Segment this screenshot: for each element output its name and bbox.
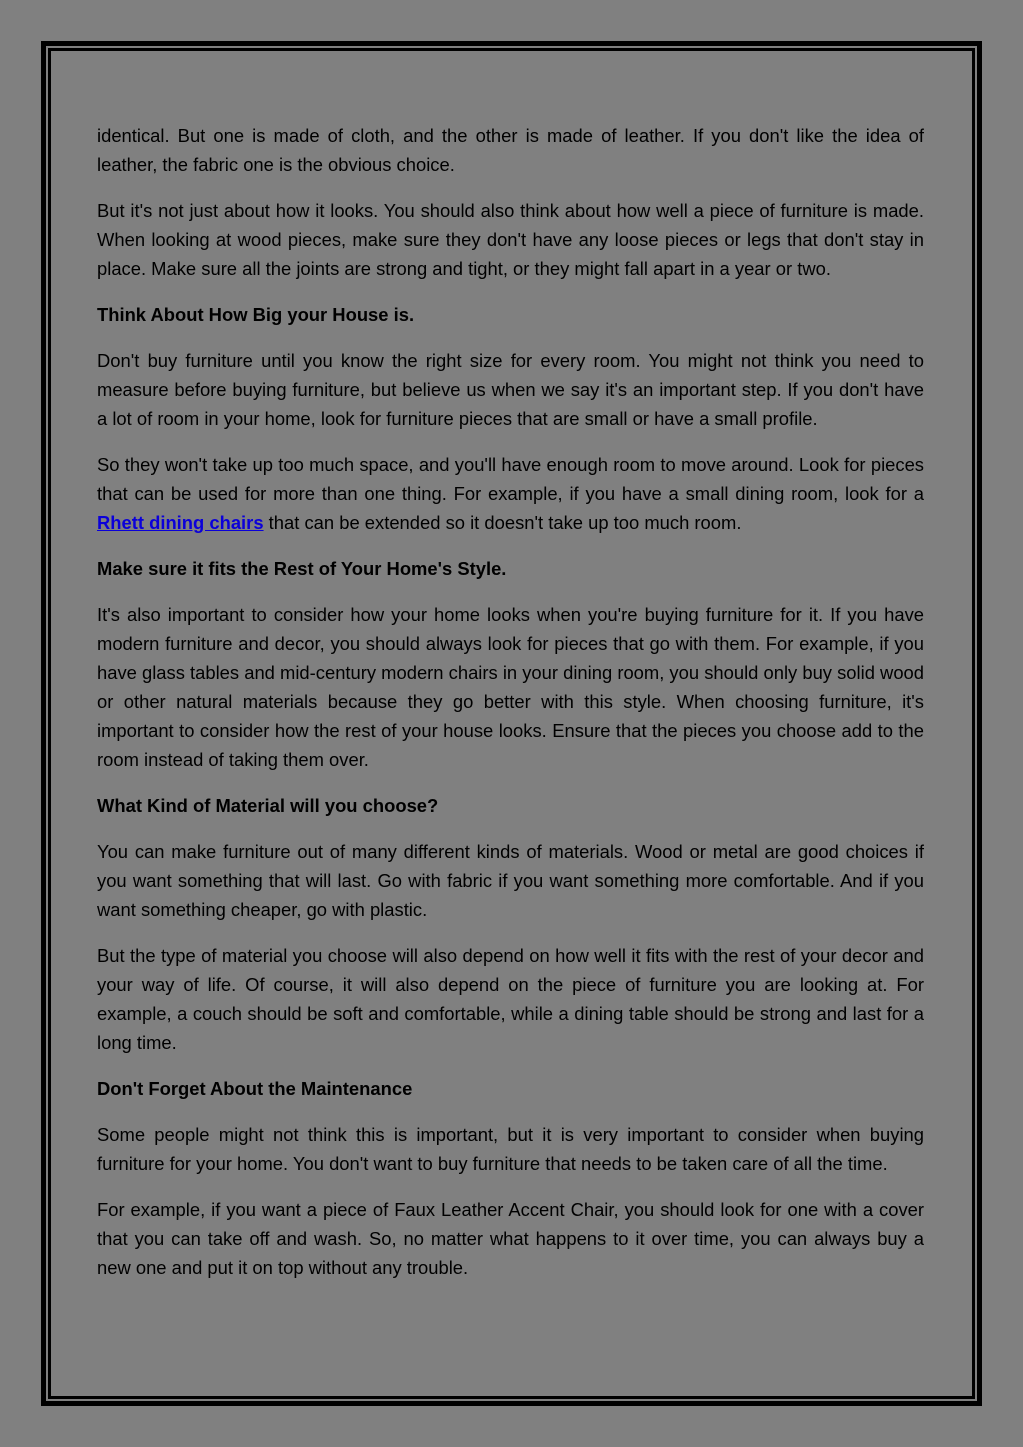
document-body bbox=[97, 121, 924, 1299]
paragraph-1: identical. But one is made of cloth, and the other is made of leather. If you don't like the idea of leather, the fabric one is the obvious choice. bbox=[97, 125, 924, 175]
paragraph-4-text-start: So they won't take up too much space, and you'll have enough room to move around. Look for pieces that can be used for more than one thing. For example, if you have a small dining room, look for a bbox=[97, 454, 924, 504]
heading-house-size: Think About How Big your House is. bbox=[97, 304, 415, 325]
paragraph-7: But the type of material you choose will also depend on how well it fits with the rest of your decor and your way of life. Of course, it will also depend on the piece of furniture you are looking at. For example, a couch should be soft and comfortable, while a dining table should be strong and last for a long time. bbox=[97, 945, 924, 1053]
paragraph-3: Don't buy furniture until you know the right size for every room. You might not think you need to measure before buying furniture, but believe us when we say it's an important step. If you don't have a lot of room in your home, look for furniture pieces that are small or have a small profile. bbox=[97, 350, 924, 429]
heading-home-style: Make sure it fits the Rest of Your Home's Style. bbox=[97, 558, 507, 579]
rhett-dining-chairs-link[interactable]: Rhett dining chairs bbox=[97, 512, 264, 533]
heading-material: What Kind of Material will you choose? bbox=[97, 795, 439, 816]
paragraph-8: Some people might not think this is important, but it is very important to consider when buying furniture for your home. You don't want to buy furniture that needs to be taken care of all the time. bbox=[97, 1124, 924, 1174]
paragraph-5: It's also important to consider how your home looks when you're buying furniture for it. If you have modern furniture and decor, you should always look for pieces that go with them. For example, if you have glass tables and mid-century modern chairs in your dining room, you should only buy solid wood or other natural materials because they go better with this style. When choosing furniture, it's important to consider how the rest of your house looks. Ensure that the pieces you choose add to the room instead of taking them over. bbox=[97, 604, 925, 770]
paragraph-9: For example, if you want a piece of Faux Leather Accent Chair, you should look for one with a cover that you can take off and wash. So, no matter what happens to it over time, you can always buy a new one and put it on top without any trouble. bbox=[97, 1199, 924, 1278]
paragraph-4-text-end: that can be extended so it doesn't take up too much room. bbox=[263, 512, 742, 533]
paragraph-4 bbox=[97, 450, 924, 537]
heading-maintenance: Don't Forget About the Maintenance bbox=[97, 1078, 413, 1099]
paragraph-2: But it's not just about how it looks. You should also think about how well a piece of furniture is made. When looking at wood pieces, make sure they don't have any loose pieces or legs that don't stay in place. Make sure all the joints are strong and tight, or they might fall apart in a year or two. bbox=[97, 200, 924, 279]
paragraph-6: You can make furniture out of many different kinds of materials. Wood or metal are good choices if you want something that will last. Go with fabric if you want something more comfortable. And if you want something cheaper, go with plastic. bbox=[97, 841, 924, 920]
